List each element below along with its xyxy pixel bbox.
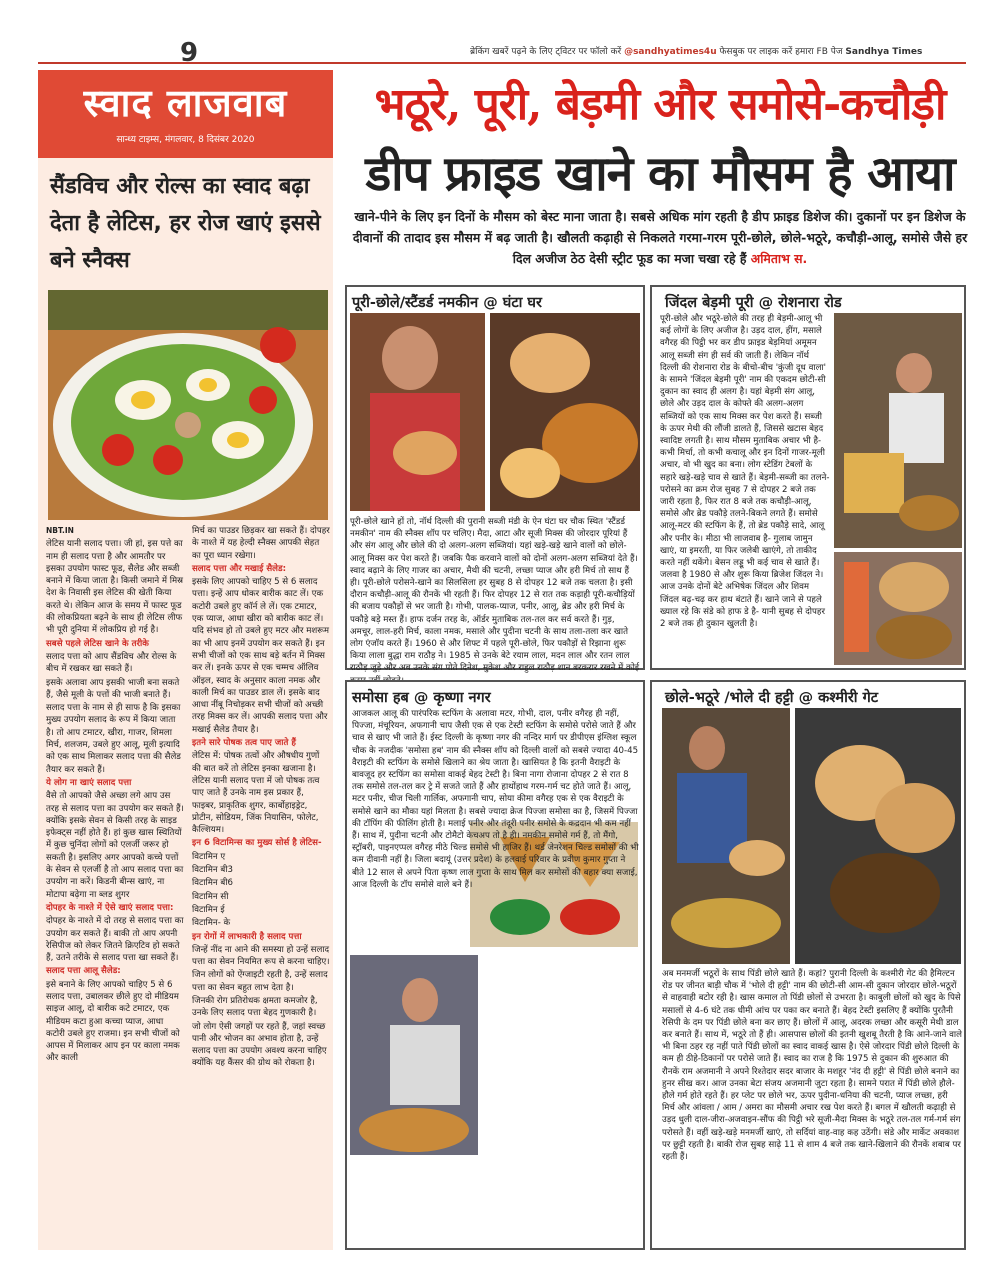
paragraph: लेटिस यानी सलाद पत्ता। जी हां, इस पत्ते का नाम ही सलाद पत्ता है और आमतौर पर इसका उपयोग फास्ट फूड, सैलेड और सब्जी बनाने में किया जाता है। किसी जमाने में मिस्र देश के निवासी इस लेटिस की खेती किया करते थे। लेकिन आज के समय में फास्ट फूड की लोकप्रियता बढ़ने के साथ ही लेटिस लीफ भी पूरी दुनिया में लोकप्रिय हो गई है। [46,539,184,636]
s3-photo-cook [350,955,478,1155]
left-text-col-2 [192,525,330,1240]
s1-text: पूरी-छोले खाने हों तो, नॉर्थ दिल्ली की पुरानी सब्जी मंडी के ऐन घंटा घर चौक स्थित 'स्टैंडर्ड नमकीन' नाम की स्नैक्स शॉप पर चलिए। मैदा, आटा और सूजी मिक्स की जोरदार पूरियां हैं और संग आलू और छोले की दो अलग-अलग सब्जियां। यहां खड़े-खड़े खाने वालों को छोले-आलू मिक्स कर पेश करते हैं। जबकि पैक करवाने वालों को दोनों अलग-अलग सब्जियां देते हैं। स्वाद बढ़ाने के लिए गाजर का अचार, मैथी की चटनी, लच्छा प्याज और हरी मिर्च तो साथ हैं ही। पूरी-छोले परोसने-खाने का सिलसिला हर सुबह 8 से दोपहर 12 बजे तक चलता है। इसी दौरान कचौड़ी-आलू की रौनकें भी रहती हैं। फिर दोपहर 12 से रात तक कड़ाही पूरी-कचौड़ियों की बजाय पकौड़ों से भर जाती है। गोभी, पालक-प्याज, पनीर, आलू, ब्रेड और हरी मिर्च के पकौड़े बड़े मस्त हैं। हाफ दर्जन तरह के, ऑर्डर मुताबिक तल-तल कर सर्व करते हैं। गुड़, अमचूर, लाल-हरी मिर्च, काला नमक, मसाले और पुदीना चटनी के साथ तला-तला कर खाते लोग एंजॉय करते हैं। 1960 से और शिफ्ट में पहले पूरी-छोले, फिर पकौड़ों से रिझाना शुरू किया लाला बुद्धा राम राठौड़ ने। 1985 से उनके बेटे रयाम लाल, मदन लाल और रतन लाल राठौड़ जुड़े और अब उनके संग पोते दिनेश, मुकेश और राहुल राठौड़ शान बरकरार रखने में कोई [350,517,640,674]
twitter-handle[interactable]: @sandhyatimes4u [624,47,717,57]
main-headline-2: डीप फ्राइड खाने का मौसम है आया [365,146,955,202]
masthead-title: स्वाद लाजवाब [83,80,288,125]
social-line [470,44,922,57]
masthead [38,70,333,158]
subhead: इतने सारे पोषक तत्व पाए जाते हैं [192,738,296,749]
photo-credit: NBT.IN [46,526,74,535]
left-headline: सैंडविच और रोल्स का स्वाद बढ़ा देता है लेटिस, हर रोज खाएं इससे बने स्नैक्स [50,174,321,273]
s1-photo-puri [490,313,640,511]
page-number: 9 [180,38,199,68]
s4-text: अब मनमर्जी भठूरों के साथ पिंडी छोले खाते हैं। कहां? पुरानी दिल्ली के कश्मीरी गेट की हैमिल्टन रोड पर जीनत बाड़ी चौक में 'भोले दी हट्टी' नाम की छोटी-सी आम-सी दुकान जोरदार छोले-भठूरों से वाहवाही बटोर रही है। खास कमाल तो पिंडी छोलों से उभरता है। काबुली छोलों को खुद के पिसे मसालों से 4-6 घंटे तक धीमी आंच पर पका कर बनाते हैं। बेहद टेस्टी इसलिए हैं क्योंकि पुरतैनी रेसिपी के दम पर पिंडी छोले बना कर छाए हैं। छोलों में आलू, अदरक लच्छा और कसूरी मेथी डाल कर बनाते हैं। साथ में, भठूरे तो हैं ही। आसपास छोलों की इतनी खुशबू तैरती है कि आने-जाने वाले भी बिना ठहर रह नहीं पाते पिंडी छोलों का स्वाद वाकई खास है। ऐसे जोरदार पिंडी छोले दिल्ली के कम ही ठीहे-ठिकानों पर परोसे जाते हैं। स्वाद का राज है कि 1975 से दुकान की शुरुआत की रौनकें राम अजमानी ने अपने रिश्तेदार सदर बाजार के मशहूर 'नंद दी हट्टी' से पिंडी छोले बनाने का हुनर सीख कर। आज उनका बेटा संजय अजमानी जुटा रहता है। सामने परात में पिंडी छोले हौले-हौले गर्म होते रहते हैं। हर प्लेट पर छोले भर, ऊपर पुदीना-धनिया की चटनी, प्याज लच्छा, हरी मिर्च और आंवला / आम / अमरा का मौसमी अचार रख पेश करते हैं। बगल में खौलती कढ़ाही से उड़द धुली दाल-जीरा-अजवाइन-सौंफ की पिट्ठी भरे सूजी-मैदा मिक्स के भठूरे तल-तल गर्म-गर्म संग परोसते हैं। वहीं खड़े-खड़े मनमर्जी खाएं, तो सर्दियां वाह-वाह कह उठेंगी। संडे और मार्केट अवकाश पर छुट्टी रहती है। बाकी रोज सुबह साढ़े 11 से शाम 4 बजे तक खाने-खिलाने की रौनकें शबाब पर रहती हैं। [662,969,962,1163]
s4-photo-vendor [662,708,790,964]
paragraph: इसके लिए आपको चाहिए 5 से 6 सलाद पत्ता। इन्हें आप धोकर बारीक काट लें। एक कटोरी उबले हुए कॉर्न ले लें। एक टमाटर, एक प्याज, आधा खीरा को बारीक काट लें। यदि संभव हो तो उबले हुए मटर और मशरूम का भी आप इनमें उपयोग कर सकते हैं। इन सभी चीजों को एक साथ बड़े बर्तन में मिक्स कर लें। इनके ऊपर से एक चम्मच ऑलिव ऑइल, स्वाद के अनुसार काला नमक और काली मिर्च का पाउडर डाल लें। इसके बाद आधा नींबू निचोड़कर सभी चीजों को अच्छी तरह मिक्स कर लें। आपकी सलाद पत्ता और मखाई सैलेड तैयार है। [192,577,330,735]
section2-title: जिंदल बेड़मी पूरी @ रोशनारा रोड [665,295,842,311]
subhead: दोपहर के नाश्ते में ऐसे खाएं सलाद पत्ता: [46,902,174,913]
main-intro [352,206,968,269]
s1-photo-man [350,313,485,511]
paragraph: सलाद पत्ता के नाम से ही साफ है कि इसका मुख्य उपयोग सलाद के रूप में किया जाता है। तो आप टमाटर, खीरा, गाजर, शिमला मिर्च, शलजम, उबले हुए आलू, मूली इत्यादि को एक साथ मिलाकर सलाद पत्ता की सैलेड तैयार कर सकते हैं। [46,703,181,775]
paragraph: विटामिन- के [192,918,231,929]
section1-title: पूरी-छोले/स्टैंडर्ड नमकीन @ घंटा घर [352,295,542,311]
subhead: सलाद पत्ता आलू सैलेड: [46,966,121,977]
paragraph: जो लोग ऐसी जगहों पर रहते हैं, जहां स्वच्छ पानी और भोजन का अभाव होता है, उन्हें सलाद पत्ता का उपयोग अवश्य करना चाहिए क्योंकि यह कैंसर की ग्रोथ को रोकता है। [192,1021,327,1069]
masthead-date: सान्ध्य टाइम्स, मंगलवार, 8 दिसंबर 2020 [116,135,255,145]
subhead: इन 6 विटामिन्स का मुख्य सोर्स है लेटिस- [192,838,322,849]
subhead: सलाद पत्ता और मखाई सैलेड: [192,563,287,574]
paragraph: वैसे तो आपको जैसे अच्छा लगे आप उस तरह से सलाद पत्ता का उपयोग कर सकते हैं। क्योंकि इसके सेवन से किसी तरह के साइड इफेक्ट्स नहीं होते हैं। हां कुछ खास स्थितियों में कुछ चुनिंदा लोगों को एलर्जी जरूर हो सकती है। इसलिए अगर आपको कच्चे पत्तों के सेवन से एलर्जी है तो आप सलाद पत्ता का उपयोग ना करें। किडनी बीन्स खाएं, ना मोटापा बढ़ेगा ना ब्लड शुगर [46,791,184,900]
salad-photo [48,290,328,520]
s3-text-top: आजकल आलू की पारंपरिक स्टफिंग के अलावा मटर, गोभी, दाल, पनीर वगैरह ही नहीं, पिज्जा, मंचूरियन, अफगानी चाप जैसी एक से एक टेस्टी स्टफिंग के समोसे परोसे जाते हैं और चाव से खाए भी जाते हैं। ईस्ट दिल्ली के कृष्णा नगर की नन्दिर मार्ग पर डीपीएस इंग्लिश स्कूल चौक के नजदीक 'समोसा हब' नाम की स्नैक्स शॉप को दिल्ली वालों को सबसे ज्यादा 40-45 वैराइटी की स्टफिंग के समोसे खिलाने का श्रेय जाता है। खासियत है कि इतनी वैराइटी के बावजूद हर स्टफिंग का समोसा वाकई बेहद टेस्टी है। बिना नागा रोजाना दोपहर 2 से रात 8 तक समोसे तल-तल कर ट्रे में सजते जाते हैं और हाथोंहाथ गरम-गर्म चट होते जाते हैं। आलू, मटर पनीर, चीज चिली गार्लिक, अफगानी चाप, सोया कीमा वगैरह एक से एक वैराइटी के समोसे खाने का मौका यहां मिलता है। सबसे ज्यादा क्रेज पिज्जा समोसा का है, जिसमें पिज्जा की टॉपिंग की फीलिंग होती है। मलाई पनीर और तंदूरी पनीर समोसे के कद्रदान भी कम नहीं हैं। साथ में, पुदीना चटनी और टोमैटो केचअप तो है ही। नमकीन समोसे गर्म हैं, तो मैंगो, स्ट्रॉबरी, पाइनएप्पल वगैरह मीठे चिल्ड समोसे भी हाजिर हैं। थर्ड जेनरेशन चिल्ड समोसों की भी कम दीवानी नहीं है। जिला बदायूं (उत्तर प्रदेश) के हलवाई परिवार के प्रवीण कुमार गुप्ता ने बीते 12 साल से अपने पिता कृष्ण लाल गुप्ता के साथ मिल कर समोसों की बहार क्या सजाई, आज दिल्ली के टॉप समोसे वाले बने हैं। [352,709,639,890]
paragraph: इसके अलावा आप इसकी भाजी बना सकते हैं, जैसे मूली के पत्तों की भाजी बनाते हैं। [46,677,180,700]
paragraph: मिर्च का पाउडर छिड़कर खा सकते हैं। दोपहर के नाश्ते में यह हेल्दी स्नैक्स आपकी सेहत का पूरा ध्यान रखेगा। [192,526,330,561]
paragraph: विटामिन ई [192,904,225,915]
author-name: अमिताभ स. [750,251,808,266]
section3-title: समोसा हब @ कृष्णा नगर [352,690,491,706]
fb-note: फेसबुक पर लाइक करें हमारा FB पेज [719,47,843,57]
paragraph: दोपहर के नाश्ते में दो तरह से सलाद पत्ता का उपयोग कर सकते हैं। बाकी तो आप अपनी रेसिपीज को लेकर जितने क्रिएटिव हो सकते हैं, उतने तरीके से सलाद पत्ता खा सकते हैं। [46,916,184,964]
twitter-note: ब्रेकिंग खबरें पढ़ने के लिए ट्विटर पर फॉलो करें [470,47,622,57]
subhead: इन रोगों में लाभकारी है सलाद पत्ता [192,931,302,942]
paragraph: विटामिन सी [192,891,229,902]
paragraph: जिन लोगों को ऐंग्जाइटी रहती है, उन्हें सलाद पत्ता का सेवन बहुत लाभ देता है। [192,970,328,993]
s2-text: पूरी-छोले और भठूरे-छोले की तरह ही बेड़मी-आलू भी कई लोगों के लिए अजीज है। उड़द दाल, हींग, मसाले वगैरह की पिट्ठी भर कर डीप फ्राइड बेड़मियां अमूमन आलू सब्जी संग ही सर्व की जाती हैं। लेकिन नॉर्थ दिल्ली की रोशनारा रोड के बीचो-बीच 'कुंजी दूध वाला' के सामने 'जिंदल बेड़मी पूरी' नाम की एकदम छोटी-सी दुकान का स्वाद ही अलग है। यहां बेड़मी संग आलू, छोले और उड़द दाल के कोफ्ते की अलग-अलग सब्जियों को एक साथ मिक्स कर पेश करते हैं। सब्जी के ऊपर मेथी की लौंजी डालते हैं, जिससे खटास बेहद स्वादिष्ट लगती है। साथ मौसम मुताबिक अचार भी है- कभी मिर्चा, तो कभी कचालू और इन दिनों गाजर-मूली अचार, वो भी खुद का बना। लोग स्टेडिंग टेबलों के सहारे खड़े-खड़े चाव से खाते हैं। बेड़मी-सब्जी का तलने-परोसने का क्रम रोज सुबह 7 से दोपहर 2 बजे तक जारी रहता है, फिर रात 8 बजे तक कचौड़ी-आलू, समोसे और ब्रेड पकौड़े तलने-बिकने लगते हैं। समोसे आलू-मटर की स्टफिंग के हैं, तो ब्रेड पकौड़े सादे, आलू और पनीर के। मीठा भी लाजवाब है- गुलाब जामुन खाएं, या इमरती, या फिर जलेबी खाएंगे, तो ताकीद करते नहीं थकेंगे। बेसन लड्डू भी कई चाव से खाते हैं। जलवा है 1980 से और शुरू किया ब्रिजेश जिंदल ने। आज उनके दोनों बेटे अभिषेक जिंदल और शिवम जिंदल बढ़-चढ़ कर हाथ बंटाते हैं। खाने जाने से पहले ख्याल रहे कि संडे को हाफ डे है- यानी सुबह से दोपहर 2 बजे तक ही दुकान खुलती है। [660,314,830,630]
paragraph: जिन्हें नींद ना आने की समस्या हो उन्हें सलाद पत्ता का सेवन नियमित रूप से करना चाहिए। [192,944,330,968]
paragraph: लेटिस में: पोषक तत्वों और औषधीय गुणों की बात करें तो लेटिस इनका खजाना है। लेटिस यानी सलाद पत्ता में जो पोषक तत्व पाए जाते हैं उनके नाम इस प्रकार हैं, फाइबर, प्राकृतिक शुगर, कार्बोहाइड्रेट, प्रोटीन, सोडियम, जिंक नियासिन, फोलेट, कैल्शियम। [192,751,320,836]
subhead: सबसे पहले लेटिस खाने के तरीके [46,638,149,649]
paragraph: इसे बनाने के लिए आपको चाहिए 5 से 6 सलाद पत्ता, उबालकर छीले हुए दो मीडियम साइज आलू, दो बारीक कटे टमाटर, एक मीडियम कटा हुआ कच्चा प्याज, आधा कटोरी उबले हुए राजमा। इन सभी चीजों को आपस में मिलाकर आप इन पर काला नमक और काली [46,979,180,1064]
s2-photo-plate [834,552,962,665]
paragraph: विटामिन ए [192,851,226,862]
s2-photo-shop [834,313,962,548]
paper-name: Sandhya Times [845,47,923,57]
left-text-col-1 [46,525,184,1240]
paragraph: विटामिन बी6 [192,878,234,889]
paragraph: सलाद पत्ता को आप सैंडविच और रोल्स के बीच में रखकर खा सकते हैं। [46,651,177,675]
main-headline-1: भठूरे, पूरी, बेड़मी और समोसे-कचौड़ी [374,79,946,130]
intro-text: खाने-पीने के लिए इन दिनों के मौसम को बेस्ट माना जाता है। सबसे अधिक मांग रहती है डीप फ्राइड डिशेज की। दुकानों पर इन डिशेज के दीवानों की तादाद इस मौसम में बढ़ जाती है। खौलती कढ़ाही से निकलते गरमा-गरम पूरी-छोले, छोले-भठूरे, कचौड़ी-आलू, समोसे जैसे हर दिल अजीज ठेठ देसी स्ट्रीट फूड का मजा चखा रहे हैं [352,209,968,266]
paragraph: जिनकी रोग प्रतिरोधक क्षमता कमजोर है, उनके लिए सलाद पत्ता बेहद गुणकारी है। [192,995,318,1019]
s4-photo-bhature [795,708,961,964]
subhead: ये लोग ना खाएं सलाद पत्ता [46,777,132,788]
section4-title: छोले-भठूरे /भोले दी हट्टी @ कश्मीरी गेट [665,690,879,706]
paragraph: विटामिन बी3 [192,865,234,876]
